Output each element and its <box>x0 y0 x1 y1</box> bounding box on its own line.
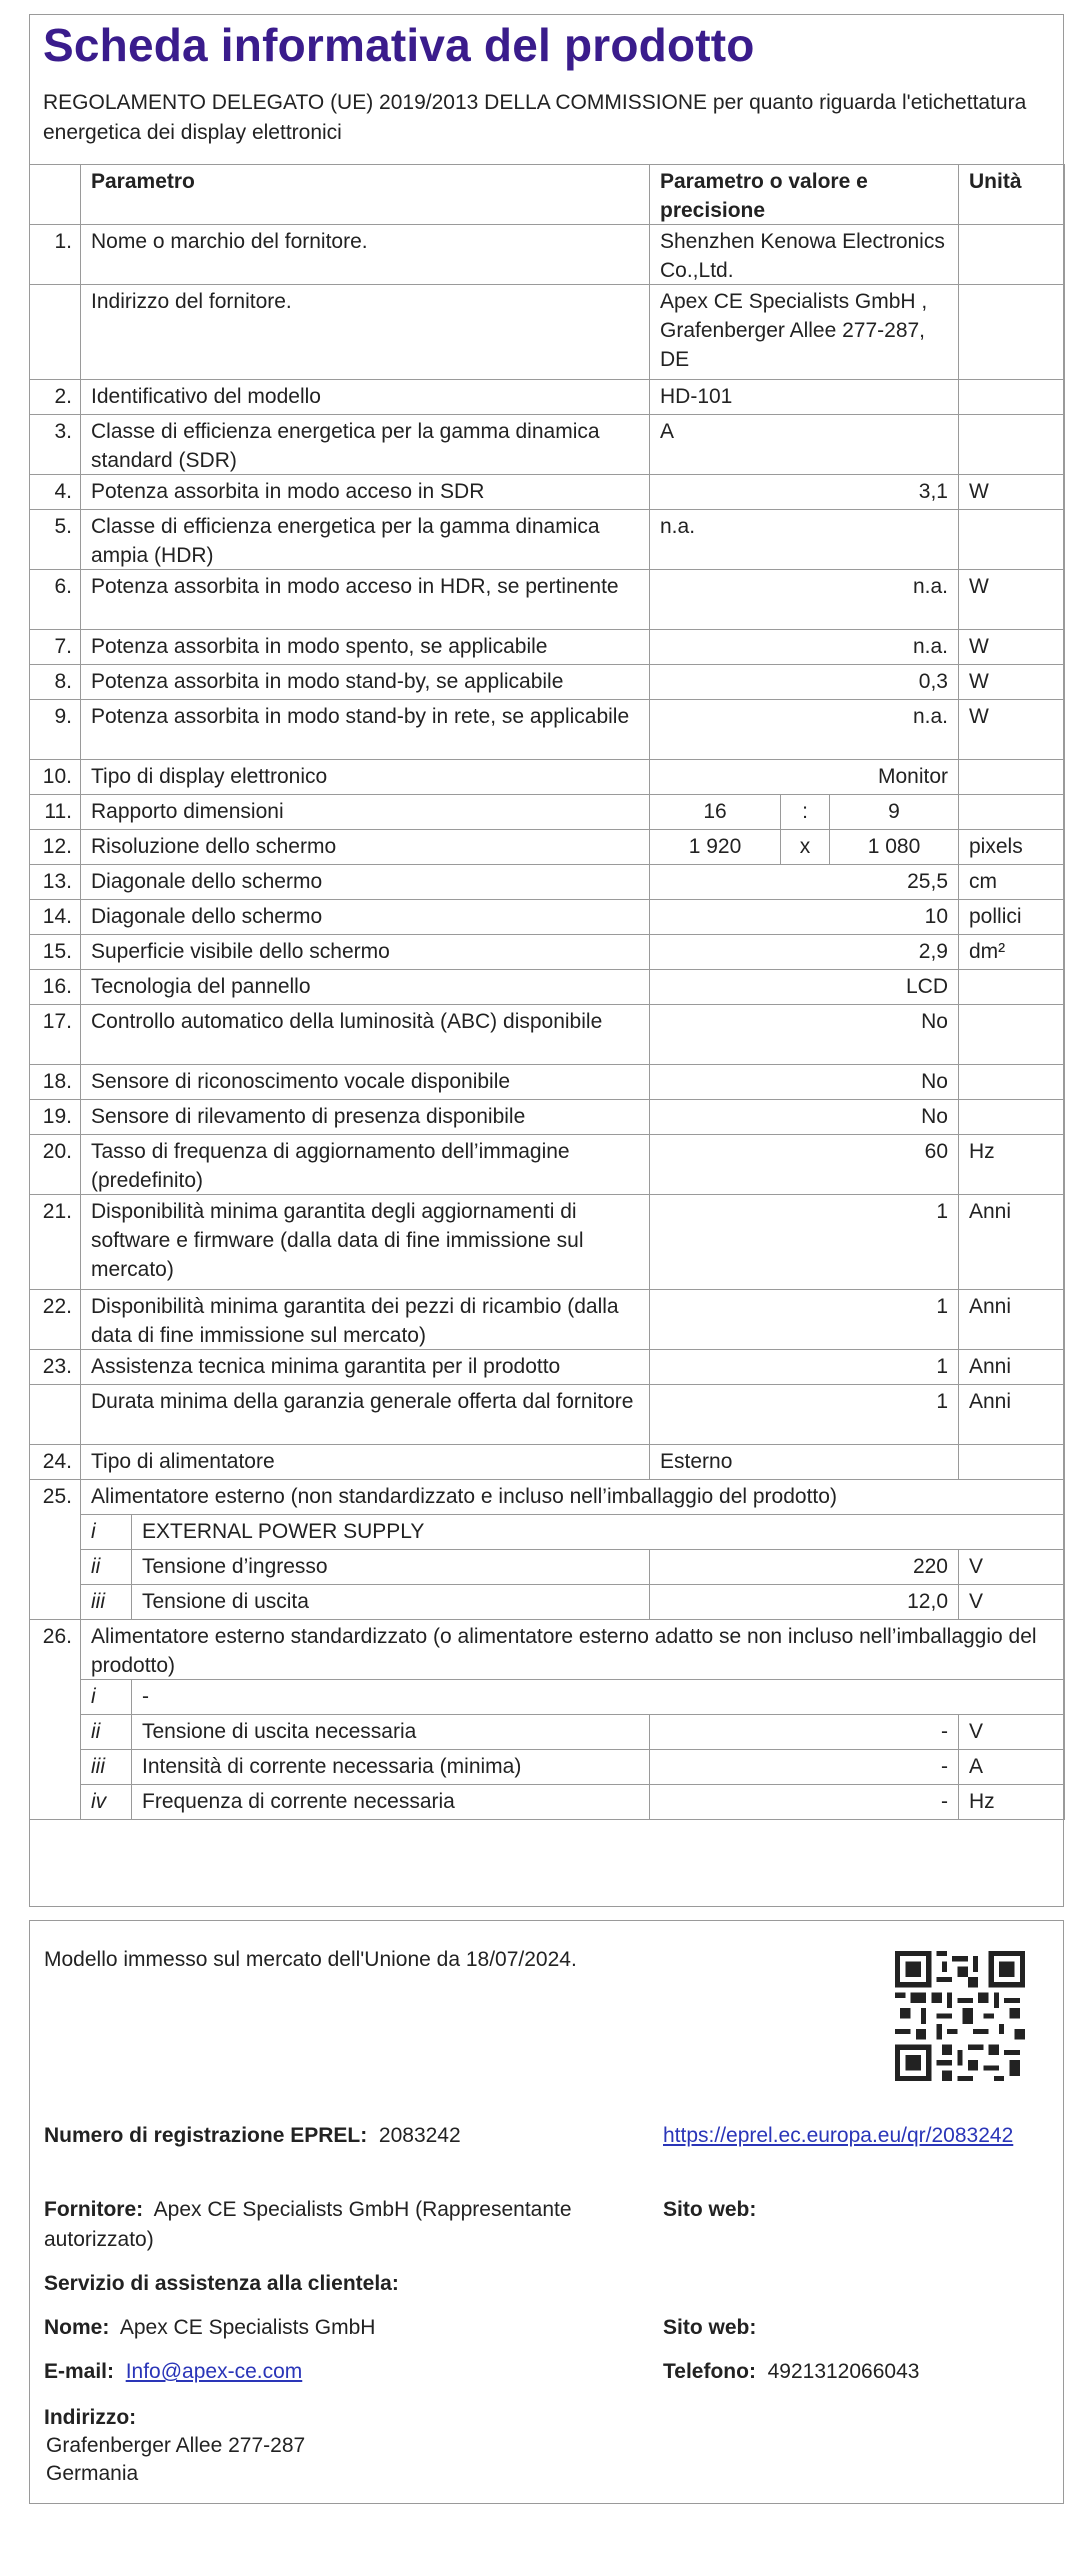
row-parameter: Risoluzione dello schermo <box>80 829 650 865</box>
subrow-index: i <box>80 1514 132 1550</box>
phone-value: 4921312066043 <box>767 2360 920 2383</box>
row-number: 23. <box>29 1349 81 1385</box>
row-unit: Anni <box>958 1289 1065 1350</box>
row-number: 11. <box>29 794 81 830</box>
row-value: n.a. <box>649 699 959 760</box>
row-parameter: Classe di efficienza energetica per la gamma dinamica standard (SDR) <box>80 414 650 475</box>
row-value: 1 <box>649 1349 959 1385</box>
subrow-parameter: Frequenza di corrente necessaria <box>131 1784 650 1820</box>
eprel-label: Numero di registrazione EPREL: <box>44 2124 368 2147</box>
row-value: 10 <box>649 899 959 935</box>
row-number: 8. <box>29 664 81 700</box>
row-value: No <box>649 1099 959 1135</box>
row-value: 0,3 <box>649 664 959 700</box>
row-parameter: Sensore di riconoscimento vocale disponibile <box>80 1064 650 1100</box>
row-parameter: Assistenza tecnica minima garantita per il prodotto <box>80 1349 650 1385</box>
subrow-unit: Hz <box>958 1784 1065 1820</box>
subrow-parameter: Intensità di corrente necessaria (minima) <box>131 1749 650 1785</box>
row-unit: W <box>958 629 1065 665</box>
row-number: 10. <box>29 759 81 795</box>
header-unit: Unità <box>958 164 1065 225</box>
row-value: 1 <box>649 1194 959 1290</box>
eprel-link-wrap <box>663 2121 1023 2151</box>
row-value: n.a. <box>649 509 959 570</box>
row-number: 19. <box>29 1099 81 1135</box>
customer-service-label: Servizio di assistenza alla clientela: <box>44 2272 399 2295</box>
subrow-index: iv <box>80 1784 132 1820</box>
row-number: 1. <box>29 224 81 285</box>
row-value-separator: : <box>780 794 830 830</box>
website-label: Sito web: <box>663 2198 757 2221</box>
email-label: E-mail: <box>44 2360 115 2383</box>
email-line <box>44 2357 302 2387</box>
row-unit: cm <box>958 864 1065 900</box>
row-value: No <box>649 1004 959 1065</box>
row-unit <box>958 284 1065 380</box>
supplier-line <box>44 2195 644 2255</box>
address-line-2: Germania <box>46 2462 139 2485</box>
row-parameter: Tipo di alimentatore <box>80 1444 650 1480</box>
row-parameter: Disponibilità minima garantita degli aggiornamenti di software e firmware (dalla data di fine immissione sul mercato) <box>80 1194 650 1290</box>
qr-code-icon[interactable] <box>895 1951 1025 2081</box>
row-value: n.a. <box>649 569 959 630</box>
row-number: 22. <box>29 1289 81 1350</box>
subrow-unit: A <box>958 1749 1065 1785</box>
row-number: 6. <box>29 569 81 630</box>
row-parameter: Classe di efficienza energetica per la gamma dinamica ampia (HDR) <box>80 509 650 570</box>
row-number: 12. <box>29 829 81 865</box>
row-value: Shenzhen Kenowa Electronics Co.,Ltd. <box>649 224 959 285</box>
address-line-1: Grafenberger Allee 277-287 <box>46 2434 306 2457</box>
phone-label: Telefono: <box>663 2360 756 2383</box>
row-section-title: Alimentatore esterno (non standardizzato e incluso nell’imballaggio del prodotto) <box>80 1479 1065 1515</box>
subrow-index: iii <box>80 1749 132 1785</box>
subrow-unit: V <box>958 1714 1065 1750</box>
row-unit: W <box>958 699 1065 760</box>
row-parameter: Rapporto dimensioni <box>80 794 650 830</box>
row-parameter: Identificativo del modello <box>80 379 650 415</box>
row-value: 25,5 <box>649 864 959 900</box>
row-unit: Anni <box>958 1194 1065 1290</box>
row-value: No <box>649 1064 959 1100</box>
subrow-parameter: Tensione d’ingresso <box>131 1549 650 1585</box>
row-parameter: Potenza assorbita in modo spento, se applicabile <box>80 629 650 665</box>
row-unit: W <box>958 664 1065 700</box>
subrow-value: - <box>649 1749 959 1785</box>
service-name-line <box>44 2313 375 2343</box>
subrow-unit: V <box>958 1549 1065 1585</box>
row-number <box>29 1384 81 1445</box>
row-value-a: 1 920 <box>649 829 781 865</box>
row-unit <box>958 794 1065 830</box>
service-name-label: Nome: <box>44 2316 110 2339</box>
phone-line <box>663 2357 919 2387</box>
row-value: 1 <box>649 1289 959 1350</box>
row-section-title: Alimentatore esterno standardizzato (o alimentatore esterno adatto se non incluso nell’imballaggio del prodotto) <box>80 1619 1065 1680</box>
service-website-label: Sito web: <box>663 2316 757 2339</box>
row-number: 18. <box>29 1064 81 1100</box>
row-value-b: 1 080 <box>829 829 959 865</box>
row-unit <box>958 969 1065 1005</box>
row-value: LCD <box>649 969 959 1005</box>
subrow-parameter: Tensione di uscita <box>131 1584 650 1620</box>
row-unit <box>958 224 1065 285</box>
row-number: 9. <box>29 699 81 760</box>
subrow-unit: V <box>958 1584 1065 1620</box>
row-unit <box>958 509 1065 570</box>
row-parameter: Controllo automatico della luminosità (ABC) disponibile <box>80 1004 650 1065</box>
row-unit: dm² <box>958 934 1065 970</box>
row-parameter: Potenza assorbita in modo stand-by, se applicabile <box>80 664 650 700</box>
header-parameter: Parametro <box>80 164 650 225</box>
page-title: Scheda informativa del prodotto <box>43 19 755 71</box>
supplier-value: Apex CE Specialists GmbH (Rappresentante autorizzato) <box>44 2198 572 2251</box>
subrow-index: iii <box>80 1584 132 1620</box>
supplier-label: Fornitore: <box>44 2198 144 2221</box>
footer-panel <box>29 1920 1064 2504</box>
row-number: 2. <box>29 379 81 415</box>
row-parameter: Diagonale dello schermo <box>80 899 650 935</box>
row-number: 5. <box>29 509 81 570</box>
row-value: Apex CE Specialists GmbH , Grafenberger Allee 277-287, DE <box>649 284 959 380</box>
row-unit <box>958 379 1065 415</box>
row-unit <box>958 1444 1065 1480</box>
row-number: 3. <box>29 414 81 475</box>
row-value: Esterno <box>649 1444 959 1480</box>
row-parameter: Indirizzo del fornitore. <box>80 284 650 380</box>
row-value: HD-101 <box>649 379 959 415</box>
eprel-line <box>44 2121 461 2151</box>
subrow-value: 220 <box>649 1549 959 1585</box>
subrow-parameter: - <box>131 1679 1065 1715</box>
row-number: 21. <box>29 1194 81 1290</box>
row-value: 60 <box>649 1134 959 1195</box>
row-number: 25. <box>29 1479 81 1620</box>
row-unit: Anni <box>958 1349 1065 1385</box>
subrow-index: i <box>80 1679 132 1715</box>
row-value: A <box>649 414 959 475</box>
row-parameter: Diagonale dello schermo <box>80 864 650 900</box>
row-value: 3,1 <box>649 474 959 510</box>
row-unit <box>958 759 1065 795</box>
row-parameter: Potenza assorbita in modo stand-by in rete, se applicabile <box>80 699 650 760</box>
row-unit <box>958 1099 1065 1135</box>
row-parameter: Sensore di rilevamento di presenza disponibile <box>80 1099 650 1135</box>
row-parameter: Disponibilità minima garantita dei pezzi di ricambio (dalla data di fine immissione sul mercato) <box>80 1289 650 1350</box>
subrow-parameter: EXTERNAL POWER SUPPLY <box>131 1514 1065 1550</box>
row-unit: Hz <box>958 1134 1065 1195</box>
row-parameter: Potenza assorbita in modo acceso in HDR, se pertinente <box>80 569 650 630</box>
row-parameter: Tipo di display elettronico <box>80 759 650 795</box>
row-parameter: Superficie visibile dello schermo <box>80 934 650 970</box>
row-value-b: 9 <box>829 794 959 830</box>
row-number: 15. <box>29 934 81 970</box>
row-parameter: Tasso di frequenza di aggiornamento dell’immagine (predefinito) <box>80 1134 650 1195</box>
row-value: n.a. <box>649 629 959 665</box>
email-link[interactable]: Info@apex-ce.com <box>125 2360 303 2383</box>
row-value: 1 <box>649 1384 959 1445</box>
subrow-value: 12,0 <box>649 1584 959 1620</box>
header-value: Parametro o valore e precisione <box>649 164 959 225</box>
row-unit: pixels <box>958 829 1065 865</box>
row-unit <box>958 414 1065 475</box>
subrow-value: - <box>649 1784 959 1820</box>
row-parameter: Nome o marchio del fornitore. <box>80 224 650 285</box>
subrow-value: - <box>649 1714 959 1750</box>
row-parameter: Potenza assorbita in modo acceso in SDR <box>80 474 650 510</box>
service-name-value: Apex CE Specialists GmbH <box>119 2316 376 2339</box>
row-unit: W <box>958 569 1065 630</box>
row-value-separator: x <box>780 829 830 865</box>
row-unit <box>958 1064 1065 1100</box>
sheet-header <box>29 14 1064 164</box>
row-number <box>29 284 81 380</box>
row-unit: Anni <box>958 1384 1065 1445</box>
row-unit: W <box>958 474 1065 510</box>
row-number: 26. <box>29 1619 81 1820</box>
row-number: 13. <box>29 864 81 900</box>
market-date-text: Modello immesso sul mercato dell'Unione da 18/07/2024. <box>44 1948 577 1971</box>
row-number: 4. <box>29 474 81 510</box>
row-number: 7. <box>29 629 81 665</box>
header-num-cell <box>29 164 81 225</box>
subrow-index: ii <box>80 1549 132 1585</box>
row-number: 17. <box>29 1004 81 1065</box>
eprel-link[interactable]: https://eprel.ec.europa.eu/qr/2083242 <box>663 2124 1014 2147</box>
row-value: 2,9 <box>649 934 959 970</box>
row-value-a: 16 <box>649 794 781 830</box>
regulation-subtitle: REGOLAMENTO DELEGATO (UE) 2019/2013 DELLA COMMISSIONE per quanto riguarda l'etichettatura energetica dei display elettronici <box>43 91 1027 144</box>
row-number: 14. <box>29 899 81 935</box>
eprel-number: 2083242 <box>378 2124 461 2147</box>
row-number: 16. <box>29 969 81 1005</box>
row-parameter: Durata minima della garanzia generale offerta dal fornitore <box>80 1384 650 1445</box>
row-number: 20. <box>29 1134 81 1195</box>
row-number: 24. <box>29 1444 81 1480</box>
row-value: Monitor <box>649 759 959 795</box>
row-parameter: Tecnologia del pannello <box>80 969 650 1005</box>
row-unit <box>958 1004 1065 1065</box>
row-unit: pollici <box>958 899 1065 935</box>
subrow-index: ii <box>80 1714 132 1750</box>
address-label: Indirizzo: <box>44 2406 137 2429</box>
subrow-parameter: Tensione di uscita necessaria <box>131 1714 650 1750</box>
